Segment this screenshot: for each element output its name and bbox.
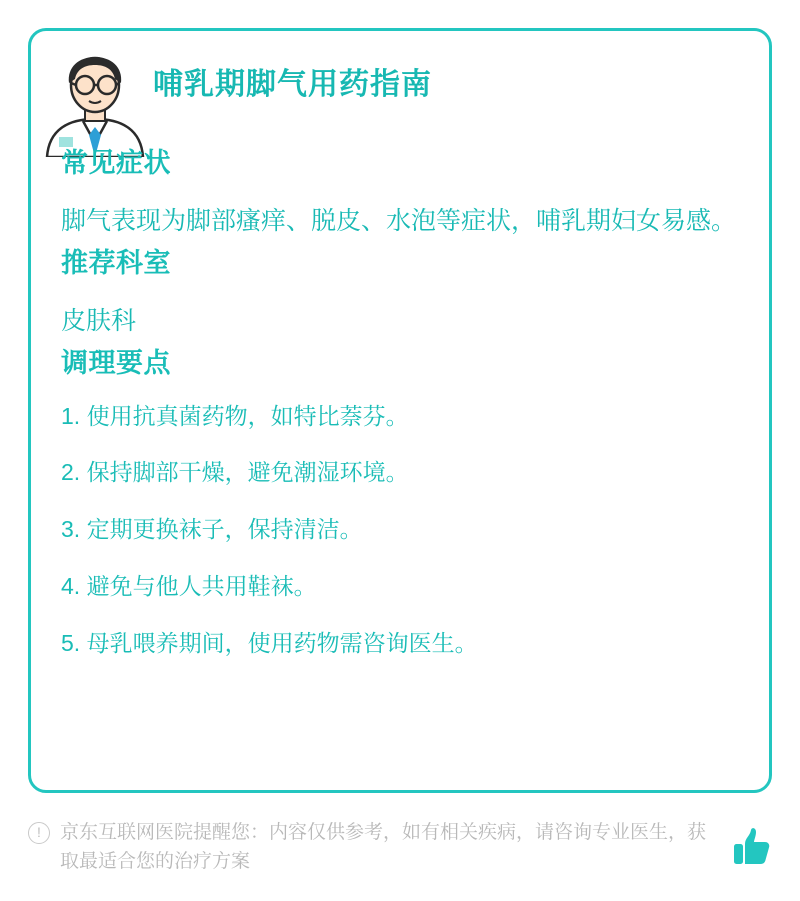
guide-card	[28, 28, 772, 793]
section-heading-department: 推荐科室	[61, 247, 171, 278]
footer-text: 京东互联网医院提醒您：内容仅供参考，如有相关疾病，请咨询专业医生，获取最适合您的治疗方案	[60, 822, 707, 873]
section-text-department: 皮肤科	[61, 306, 137, 335]
list-item: 1. 使用抗真菌药物，如特比萘芬。	[61, 402, 409, 429]
section-heading-symptoms: 常见症状	[61, 148, 171, 178]
tips-list	[61, 402, 743, 659]
list-item: 5. 母乳喂养期间，使用药物需咨询医生。	[61, 630, 478, 657]
page-title: 哺乳期脚气用药指南	[153, 68, 432, 101]
exclamation-circle-icon: !	[28, 822, 50, 844]
footer-disclaimer	[28, 818, 772, 877]
list-item: 4. 避免与他人共用鞋袜。	[61, 573, 317, 600]
list-item: 2. 保持脚部干燥，避免潮湿环境。	[61, 459, 409, 486]
guide-content	[61, 141, 743, 659]
section-heading-tips: 调理要点	[61, 347, 171, 378]
list-item: 3. 定期更换袜子，保持清洁。	[61, 516, 363, 543]
thumbs-up-icon[interactable]	[732, 826, 772, 870]
section-text-symptoms: 脚气表现为脚部瘙痒、脱皮、水泡等症状，哺乳期妇女易感。	[61, 207, 737, 235]
